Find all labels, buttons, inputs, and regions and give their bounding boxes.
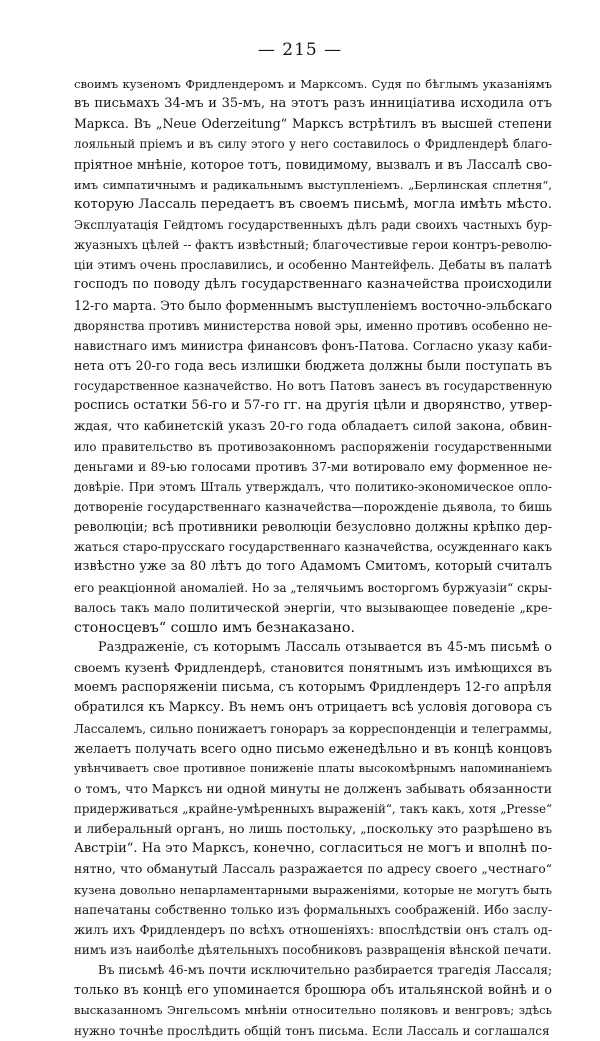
text-line: пріятное мнѣніе, которое тотъ, повидимому, вызвалъ и въ Лассалѣ сво- [74,156,552,172]
text-line: Маркса. Въ „Neue Oderzeitung“ Марксъ встрѣтилъ въ высшей степени [74,116,552,132]
text-line: нятно, что обманутый Лассаль разражается по адресу своего „честнаго“ [74,862,552,877]
body-text [74,74,552,1041]
text-line: въ письмахъ 34-мъ и 35-мъ, на этотъ разъ инниціатива исходила отъ [74,96,552,112]
text-line: государственное казначейство. Но вотъ Патовъ занесъ въ государственную [74,379,552,394]
text-line: стоносцевъ“ сошло имъ безнаказано. [74,619,355,636]
text-line: навистнаго имъ министра финансовъ фонъ-Патова. Согласно указу каби- [74,338,552,353]
text-line: 12-го марта. Это было форменнымъ выступленіемъ восточно-эльбскаго [74,297,552,313]
text-line: высказанномъ Энгельсомъ мнѣніи относительно поляковъ и венгровъ; здѣсь [74,1003,552,1018]
text-line: кузена довольно непарламентарными выраженіями, которые не могутъ быть [74,882,552,897]
text-line: нимъ изъ наиболѣе дѣятельныхъ пособниковъ развращенія вѣнской печати. [74,943,552,958]
text-line: увѣнчиваетъ свое противное пониженіе платы высокомѣрнымъ напоминаніемъ [74,761,552,775]
text-line: дворянства противъ министерства новой эры, именно противъ особенно не- [74,318,552,333]
text-line: ило правительство въ противозаконномъ распоряженіи государственными [74,439,552,454]
text-line: лояльный пріемъ и въ силу этого у него составилось о Фридлендерѣ благо- [74,137,552,152]
text-line: Раздраженіе, съ которымъ Лассаль отзывается въ 45-мъ письмѣ о [98,639,552,655]
text-line: о томъ, что Марксъ ни одной минуты не долженъ забывать обязанности [74,780,552,796]
text-line: революціи; всѣ противники революціи безусловно должны крѣпко дер- [74,519,552,535]
text-line: Въ письмѣ 46-мъ почти исключительно разбирается трагедія Лассаля; [98,963,552,978]
text-line: Эксплуатація Гейдтомъ государственныхъ дѣлъ ради своихъ частныхъ бур- [74,217,552,232]
text-line: Лассалемъ, сильно понижаетъ гонораръ за корреспонденціи и телеграммы, [74,721,552,736]
text-line: жуазныхъ цѣлей -- фактъ извѣстный; благочестивые герои контръ-револю- [74,238,552,253]
text-line: роспись остатки 56-го и 57-го гг. на другія цѣли и дворянство, утвер- [74,398,552,414]
text-line: имъ симпатичнымъ и радикальнымъ выступленіемъ. „Берлинская сплетня“, [74,177,552,192]
text-line: ждая, что кабинетскій указъ 20-го года обладаетъ силой закона, обвин- [74,418,552,434]
text-line: только въ концѣ его упоминается брошюра объ итальянской войнѣ и о [74,982,552,998]
text-line: своемъ кузенѣ Фридлендерѣ, становится понятнымъ изъ имѣющихся въ [74,660,552,676]
text-line: напечатаны собственно только изъ формальныхъ соображеній. Ибо заслу- [74,902,552,917]
text-line: нета отъ 20-го года весь излишки бюджета должны были поступать въ [74,357,552,373]
text-line: довѣріе. При этомъ Шталь утверждалъ, что политико-экономическое оплo- [74,479,552,494]
text-line: моемъ распоряженіи письма, съ которымъ Фридлендеръ 12-го апрѣля [74,680,552,696]
text-line: желаетъ получать всего одно письмо еженедѣльно и въ концѣ концовъ [74,740,552,756]
text-line: придерживаться „крайне-умѣренныхъ выраженій“, такъ какъ, хотя „Presse“ [74,802,552,817]
text-line: жаться старо-прусскаго государственнаго казначейства, осужденнаго какъ [74,540,552,555]
text-line: валось такъ мало политической энергіи, что вызывающее поведеніе „кре- [74,600,552,615]
paragraph [74,960,552,1041]
paragraph [74,638,552,960]
paragraph [74,74,552,638]
text-line: деньгами и 89-ью голосами противъ 37-ми вотировало ему форменное не- [74,459,552,474]
text-line: нужно точнѣе прослѣдить общій тонъ письма. Если Лассаль и соглашался [74,1023,550,1038]
text-line: ціи этимъ очень прославились, и особенно Мантейфель. Дебаты въ палатѣ [74,258,552,273]
page-number: — 215 — [257,40,343,60]
text-line: господъ по поводу дѣлъ государственнаго казначейства происходили [74,277,552,293]
text-line: Австріи“. На это Марксъ, конечно, согласиться не могъ и вполнѣ по- [74,841,552,857]
text-line: и либеральный органъ, но лишь постольку, „поскольку это разрѣшено въ [74,822,552,837]
text-line: жилъ ихъ Фридлендеръ по всѣхъ отношеніяхъ: впослѣдствіи онъ сталъ од- [74,922,552,937]
text-line: его реакціонной аномаліей. Но за „телячьимъ восторгомъ буржуазіи“ скры- [74,580,552,595]
text-line: дотвореніе государственнаго казначейства—порожденіе дьявола, то бишь [74,499,552,514]
text-line: обратился къ Марксу. Въ немъ онъ отрицаетъ всѣ условія договора съ [74,700,552,716]
text-line: извѣстно уже за 80 лѣтъ до того Адамомъ Смитомъ, который считалъ [74,559,552,575]
text-line: которую Лассаль передаетъ въ своемъ письмѣ, могла имѣть мѣсто. [74,196,552,212]
text-line: своимъ кузеномъ Фридлендеромъ и Марксомъ. Судя по бѣглымъ указаніямъ [74,77,552,91]
